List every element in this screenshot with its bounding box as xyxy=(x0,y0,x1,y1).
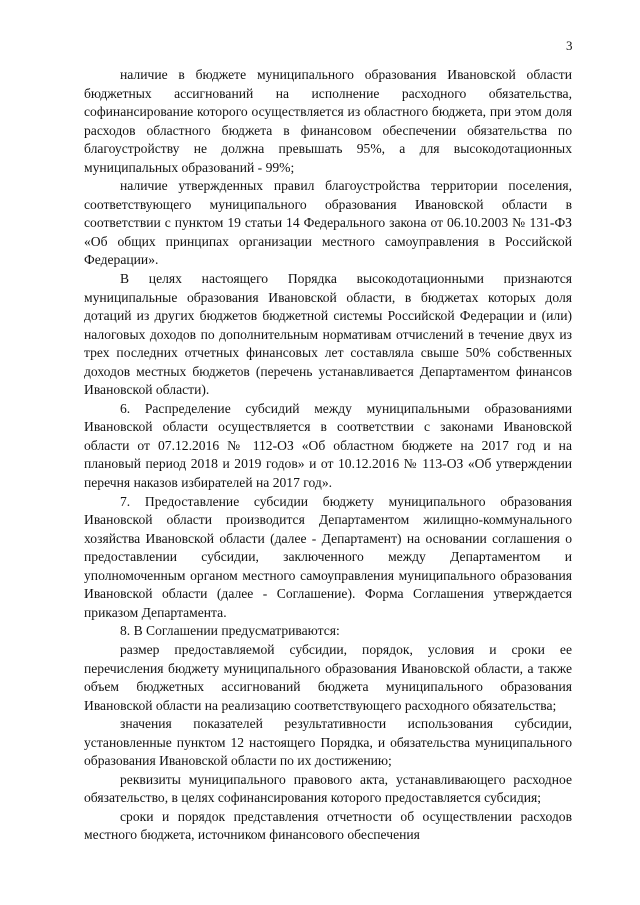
page-number: 3 xyxy=(566,38,573,53)
paragraph-improvement-rules: наличие утвержденных правил благоустройства территории поселения, соответствующего муниципального образования Ивановской области в соответствии с пунктом 19 статьи 14 Федерального закона от 06.10.2003 № 131-ФЗ «Об общих принципах организации местного самоуправления в Российской Федерации». xyxy=(84,178,572,268)
paragraph-8-agreement-intro: 8. В Соглашении предусматриваются: xyxy=(120,623,340,639)
paragraph-high-subsidy-definition: В целях настоящего Порядка высокодотационными признаются муниципальные образования Ивановской области, в бюджетах которых доля дотаций из других бюджетов бюджетной системы Российской Федерации и (или) налоговых доходов по дополнительным нормативам отчислений в течение двух из трех последних отчетных финансовых лет составляла свыше 50% собственных доходов местных бюджетов (перечень устанавливается Департаментом финансов Ивановской области). xyxy=(84,271,572,398)
list-item-performance-indicators: значения показателей результативности использования субсидии, установленные пунктом 12 настоящего Порядка, и обязательства муниципального образования Ивановской области по их достижению; xyxy=(84,716,572,769)
list-item-legal-act-details: реквизиты муниципального правового акта, устанавливающего расходное обязательство, в целях софинансирования которого предоставляется субсидия; xyxy=(84,771,572,806)
list-item-subsidy-size: размер предоставляемой субсидии, порядок, условия и сроки ее перечисления бюджету муниципального образования Ивановской области, а также объем бюджетных ассигнований бюджета муниципального образования Ивановской области на реализацию соответствующего расходного обязательства; xyxy=(84,641,572,713)
list-item-reporting-terms: сроки и порядок представления отчетности об осуществлении расходов местного бюджета, источником финансового обеспечения xyxy=(84,808,572,843)
paragraph-7-provision: 7. Предоставление субсидии бюджету муниципального образования Ивановской области производится Департаментом жилищно-коммунального хозяйства Ивановской области (далее - Департамент) на основании соглашения о предоставлении субсидии, заключенного между Департаментом и уполномоченным органом местного самоуправления муниципального образования Ивановской области (далее - Соглашение). Форма Соглашения утверждается приказом Департамента. xyxy=(84,493,572,620)
paragraph-6-distribution: 6. Распределение субсидий между муниципальными образованиями Ивановской области осуществляется в соответствии с законами Ивановской области от 07.12.2016 № 112-ОЗ «Об областном бюджете на 2017 год и на плановый период 2018 и 2019 годов» и от 10.12.2016 № 113-ОЗ «Об утверждении перечня наказов избирателей на 2017 год». xyxy=(84,400,572,491)
paragraph-budget-availability: наличие в бюджете муниципального образования Ивановской области бюджетных ассигнований на исполнение расходного обязательства, софинансирование которого осуществляется из областного бюджета, при этом доля расходов областного бюджета в финансовом обеспечении обязательства по благоустройству не должна превышать 95%, а для высокодотационных муниципальных образований - 99%; xyxy=(84,67,572,175)
document-body xyxy=(84,66,572,845)
